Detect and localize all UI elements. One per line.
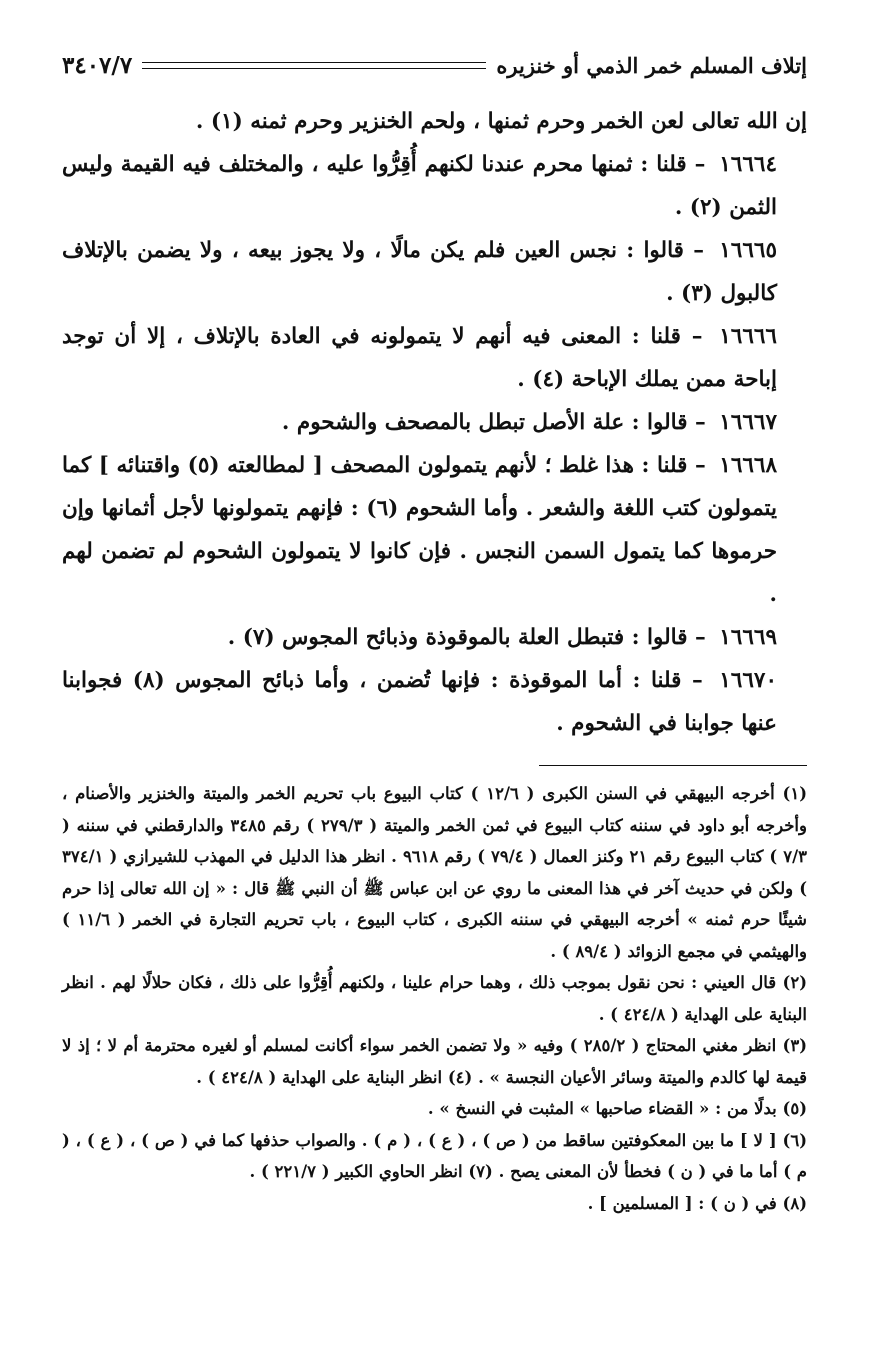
paragraph <box>62 315 807 401</box>
paragraph <box>62 229 807 315</box>
issue-number: ١٦٦٦٦ <box>719 324 777 349</box>
footnote: (٢) قال العيني : نحن نقول بموجب ذلك ، وهما حرام علينا ، ولكنهم أُقِرُّوا على ذلك ، فكان حلالًا لهم . انظر البناية على الهداية ( ٤٢٤/٨ ) . <box>62 973 807 1024</box>
footnote-separator <box>539 765 807 766</box>
issue-number: ١٦٦٦٧ <box>719 410 777 435</box>
paragraph-text: – قلنا : هذا غلط ؛ لأنهم يتمولون المصحف [ لمطالعته (٥) واقتنائه ] كما يتمولون كتب اللغة والشعر . وأما الشحوم (٦) : فإنهم يتمولونها لأجل أثمانها وإن حرموها كما يتمول السمن النجس . فإن كانوا لا يتمولون الشحوم لم تضمن لهم . <box>62 453 777 607</box>
paragraph-text: – قالوا : علة الأصل تبطل بالمصحف والشحوم . <box>281 410 706 435</box>
paragraph <box>62 616 807 659</box>
paragraph <box>62 444 807 616</box>
running-title: إتلاف المسلم خمر الذمي أو خنزيره <box>496 52 807 78</box>
footnote: (٦) [ لا ] ما بين المعكوفتين ساقط من ( ص ) ، ( ع ) ، ( م ) . والصواب حذفها كما في ( ص ) ، ( ع ) ، ( م ) أما ما في ( ن ) فخطأ لأن المعنى يصح . (٧) انظر الحاوي الكبير ( ٢٢١/٧ ) . <box>62 1130 807 1181</box>
paragraph-text: – قالوا : نجس العين فلم يكن مالًا ، ولا يجوز بيعه ، ولا يضمن بالإتلاف كالبول (٣) . <box>62 238 777 306</box>
main-text <box>62 100 807 745</box>
page-header <box>62 40 807 90</box>
issue-number: ١٦٦٦٥ <box>719 238 777 263</box>
paragraph <box>62 100 807 143</box>
footnote: (٥) بدلًا من : « القضاء صاحبها » المثبت في النسخ » . <box>427 1099 807 1118</box>
book-page <box>62 40 807 1219</box>
paragraph-text: – قلنا : أما الموقوذة : فإنها تُضمن ، وأما ذبائح المجوس (٨) فجوابنا عنها جوابنا في الشحوم . <box>62 668 777 736</box>
paragraph <box>62 401 807 444</box>
footnote: (١) أخرجه البيهقي في السنن الكبرى ( ١٢/٦ ) كتاب البيوع باب تحريم الخمر والميتة والخنزير والأصنام ، وأخرجه أبو داود في سننه كتاب البيوع في ثمن الخمر والميتة ( ٢٧٩/٣ ) رقم ٣٤٨٥ والدارقطني في سننه ( ٧/٣ ) كتاب البيوع رقم ٢١ وكنز العمال ( ٧٩/٤ ) رقم ٩٦١٨ . انظر هذا الدليل في المهذب للشيرازي ( ٣٧٤/١ ) ولكن في حديث آخر في هذا المعنى ما روي عن ابن عباس ﷺ أن النبي ﷺ قال : « إن الله تعالى إذا حرم شيئًا حرم ثمنه » أخرجه البيهقي في سننه الكبرى ، كتاب البيوع ، باب تحريم التجارة في الخمر ( ١١/٦ ) والهيثمي في مجمع الزوائد ( ٨٩/٤ ) . <box>62 784 807 961</box>
issue-number: ١٦٦٦٤ <box>719 152 777 177</box>
footnotes <box>62 778 807 1219</box>
paragraph <box>62 659 807 745</box>
paragraph <box>62 143 807 229</box>
footnote: (٨) في ( ن ) : [ المسلمين ] . <box>587 1193 807 1213</box>
paragraph-text: – قالوا : فتبطل العلة بالموقوذة وذبائح المجوس (٧) . <box>227 625 706 650</box>
page-number: ٣٤٠٧/٧ <box>62 51 133 79</box>
issue-number: ١٦٦٦٨ <box>719 453 778 478</box>
issue-number: ١٦٦٦٩ <box>719 625 777 650</box>
paragraph-text: إن الله تعالى لعن الخمر وحرم ثمنها ، ولحم الخنزير وحرم ثمنه (١) . <box>195 109 807 134</box>
issue-number: ١٦٦٧٠ <box>719 668 777 693</box>
header-rule <box>142 62 486 69</box>
paragraph-text: – قلنا : المعنى فيه أنهم لا يتمولونه في العادة بالإتلاف ، إلا أن توجد إباحة ممن يملك الإباحة (٤) . <box>62 324 777 392</box>
paragraph-text: – قلنا : ثمنها محرم عندنا لكنهم أُقِرُّوا عليه ، والمختلف فيه القيمة وليس الثمن (٢) . <box>62 152 777 220</box>
footnote: (٣) انظر مغني المحتاج ( ٢٨٥/٢ ) وفيه « ولا تضمن الخمر سواء أكانت لمسلم أو لغيره محترمة أم لا ؛ إذ لا قيمة لها كالدم والميتة وسائر الأعيان النجسة » . (٤) انظر البناية على الهداية ( ٤٢٤/٨ ) . <box>62 1036 808 1087</box>
